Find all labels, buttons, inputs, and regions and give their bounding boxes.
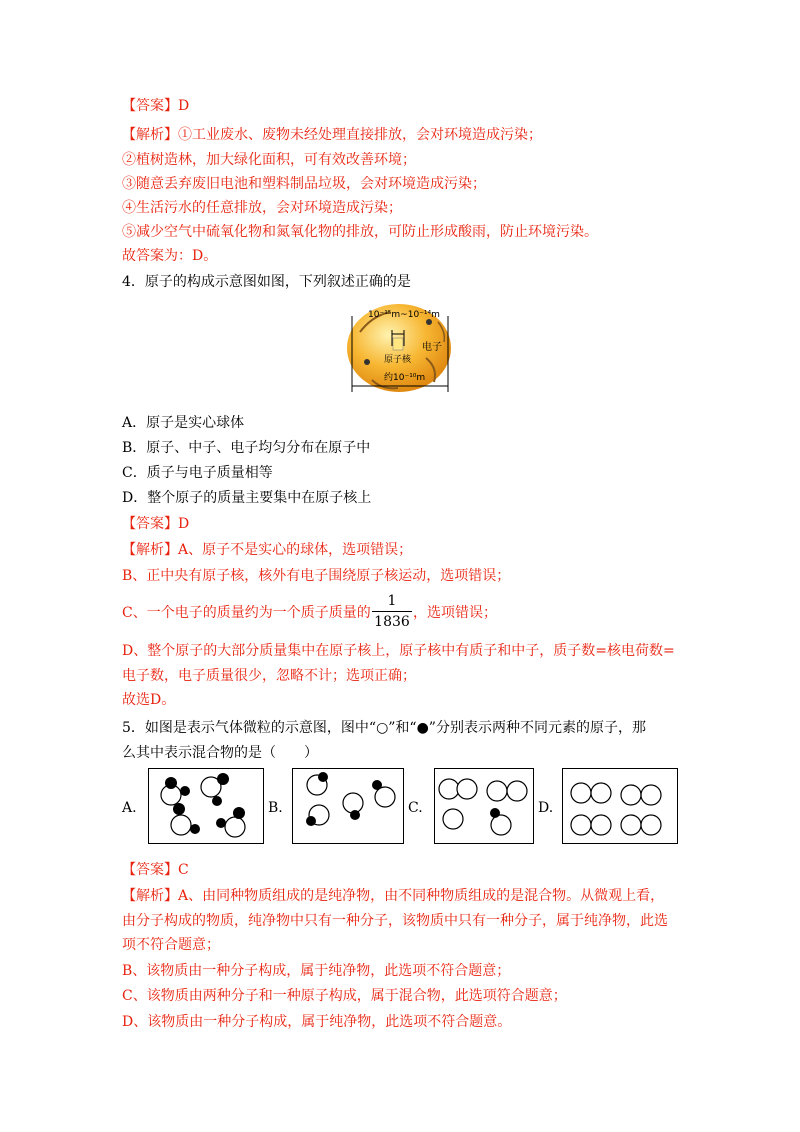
q5-stem-line2: 么其中表示混合物的是（ ） <box>122 745 318 761</box>
fraction-1-1836 <box>372 593 412 630</box>
q3-analysis-line: ④生活污水的任意排放，会对环境造成污染； <box>122 200 402 216</box>
q3-analysis-text: ①工业废水、废物未经处理直接排放，会对环境造成污染； <box>178 127 542 143</box>
atom-figure <box>342 302 456 402</box>
q4-option-d: D．整个原子的质量主要集中在原子核上 <box>122 490 372 506</box>
q5-option-d-box <box>562 768 678 844</box>
q5-option-b-label: B. <box>268 800 283 816</box>
atom-nucleus-label: 原子核 <box>384 355 412 365</box>
q5-analysis-line: D、该物质由一种分子构成，属于纯净物，此选项不符合题意。 <box>122 1014 512 1030</box>
fraction-bar <box>372 611 412 612</box>
q3-answer: 【答案】D <box>122 98 190 114</box>
q5-analysis-line: 【解析】A、由同种物质组成的是纯净物，由不同种物质组成的是混合物。从微观上看， <box>122 888 665 904</box>
fraction-denominator: 1836 <box>374 614 410 630</box>
q3-analysis-line: ②植树造林，加大绿化面积，可有效改善环境； <box>122 152 416 168</box>
q5-option-a-label: A. <box>122 800 137 816</box>
q5-option-b-box <box>292 768 404 844</box>
q4-conclusion: 故选D。 <box>122 692 176 708</box>
q4-analysis-line: C、一个电子的质量约为一个质子质量的 <box>122 605 371 621</box>
q5-analysis-line: 项不符合题意； <box>122 937 220 953</box>
q5-option-d-label: D. <box>538 800 554 816</box>
q4-analysis-line: D、整个原子的大部分质量集中在原子核上，原子核中有质子和中子，质子数=核电荷数= <box>122 643 675 659</box>
q4-answer: 【答案】D <box>122 516 190 532</box>
q4-analysis-line: 电子数，电子质量很少，忽略不计；选项正确； <box>122 668 416 684</box>
atom-size-label: 约10⁻¹⁰m <box>384 373 426 383</box>
q5-analysis-line: B、该物质由一种分子构成，属于纯净物，此选项不符合题意； <box>122 963 511 979</box>
q5-option-a-box <box>148 768 264 844</box>
q5-option-c-box <box>434 768 534 844</box>
atom-electron-label: 电子 <box>422 342 442 353</box>
q4-option-c: C．质子与电子质量相等 <box>122 465 273 481</box>
q4-option-b: B．原子、中子、电子均匀分布在原子中 <box>122 440 371 456</box>
q3-analysis-head: 【解析】 <box>122 127 178 143</box>
q3-analysis-line: ③随意丢弃废旧电池和塑料制品垃圾，会对环境造成污染； <box>122 176 486 192</box>
q3-conclusion: 故答案为：D。 <box>122 248 218 264</box>
q4-option-a: A．原子是实心球体 <box>122 415 245 431</box>
q5-answer: 【答案】C <box>122 862 189 878</box>
atom-top-label: 10⁻¹⁵m~10⁻¹⁴m <box>368 310 440 320</box>
q3-analysis-line: ⑤减少空气中硫氧化物和氮氧化物的排放，可防止形成酸雨，防止环境污染。 <box>122 224 598 240</box>
q5-analysis-line: 由分子构成的物质，纯净物中只有一种分子，该物质中只有一种分子，属于纯净物，此选 <box>122 913 668 929</box>
q4-analysis-line: ，选项错误； <box>413 605 497 621</box>
nucleus-shape <box>393 338 403 350</box>
q5-analysis-line: C、该物质由两种分子和一种原子构成，属于混合物，此选项符合题意； <box>122 988 567 1004</box>
fraction-numerator: 1 <box>387 593 397 609</box>
q3-analysis-line <box>122 125 542 145</box>
electron-dot <box>364 359 370 365</box>
q4-stem: 4．原子的构成示意图如图，下列叙述正确的是 <box>122 274 411 290</box>
q5-stem-line1: 5．如图是表示气体微粒的示意图，图中“○”和“●”分别表示两种不同元素的原子，那 <box>122 720 646 736</box>
q4-analysis-line: 【解析】A、原子不是实心的球体，选项错误； <box>122 542 413 558</box>
q4-analysis-line: B、正中央有原子核，核外有电子围绕原子核运动，选项错误； <box>122 568 511 584</box>
q5-option-c-label: C. <box>408 800 423 816</box>
